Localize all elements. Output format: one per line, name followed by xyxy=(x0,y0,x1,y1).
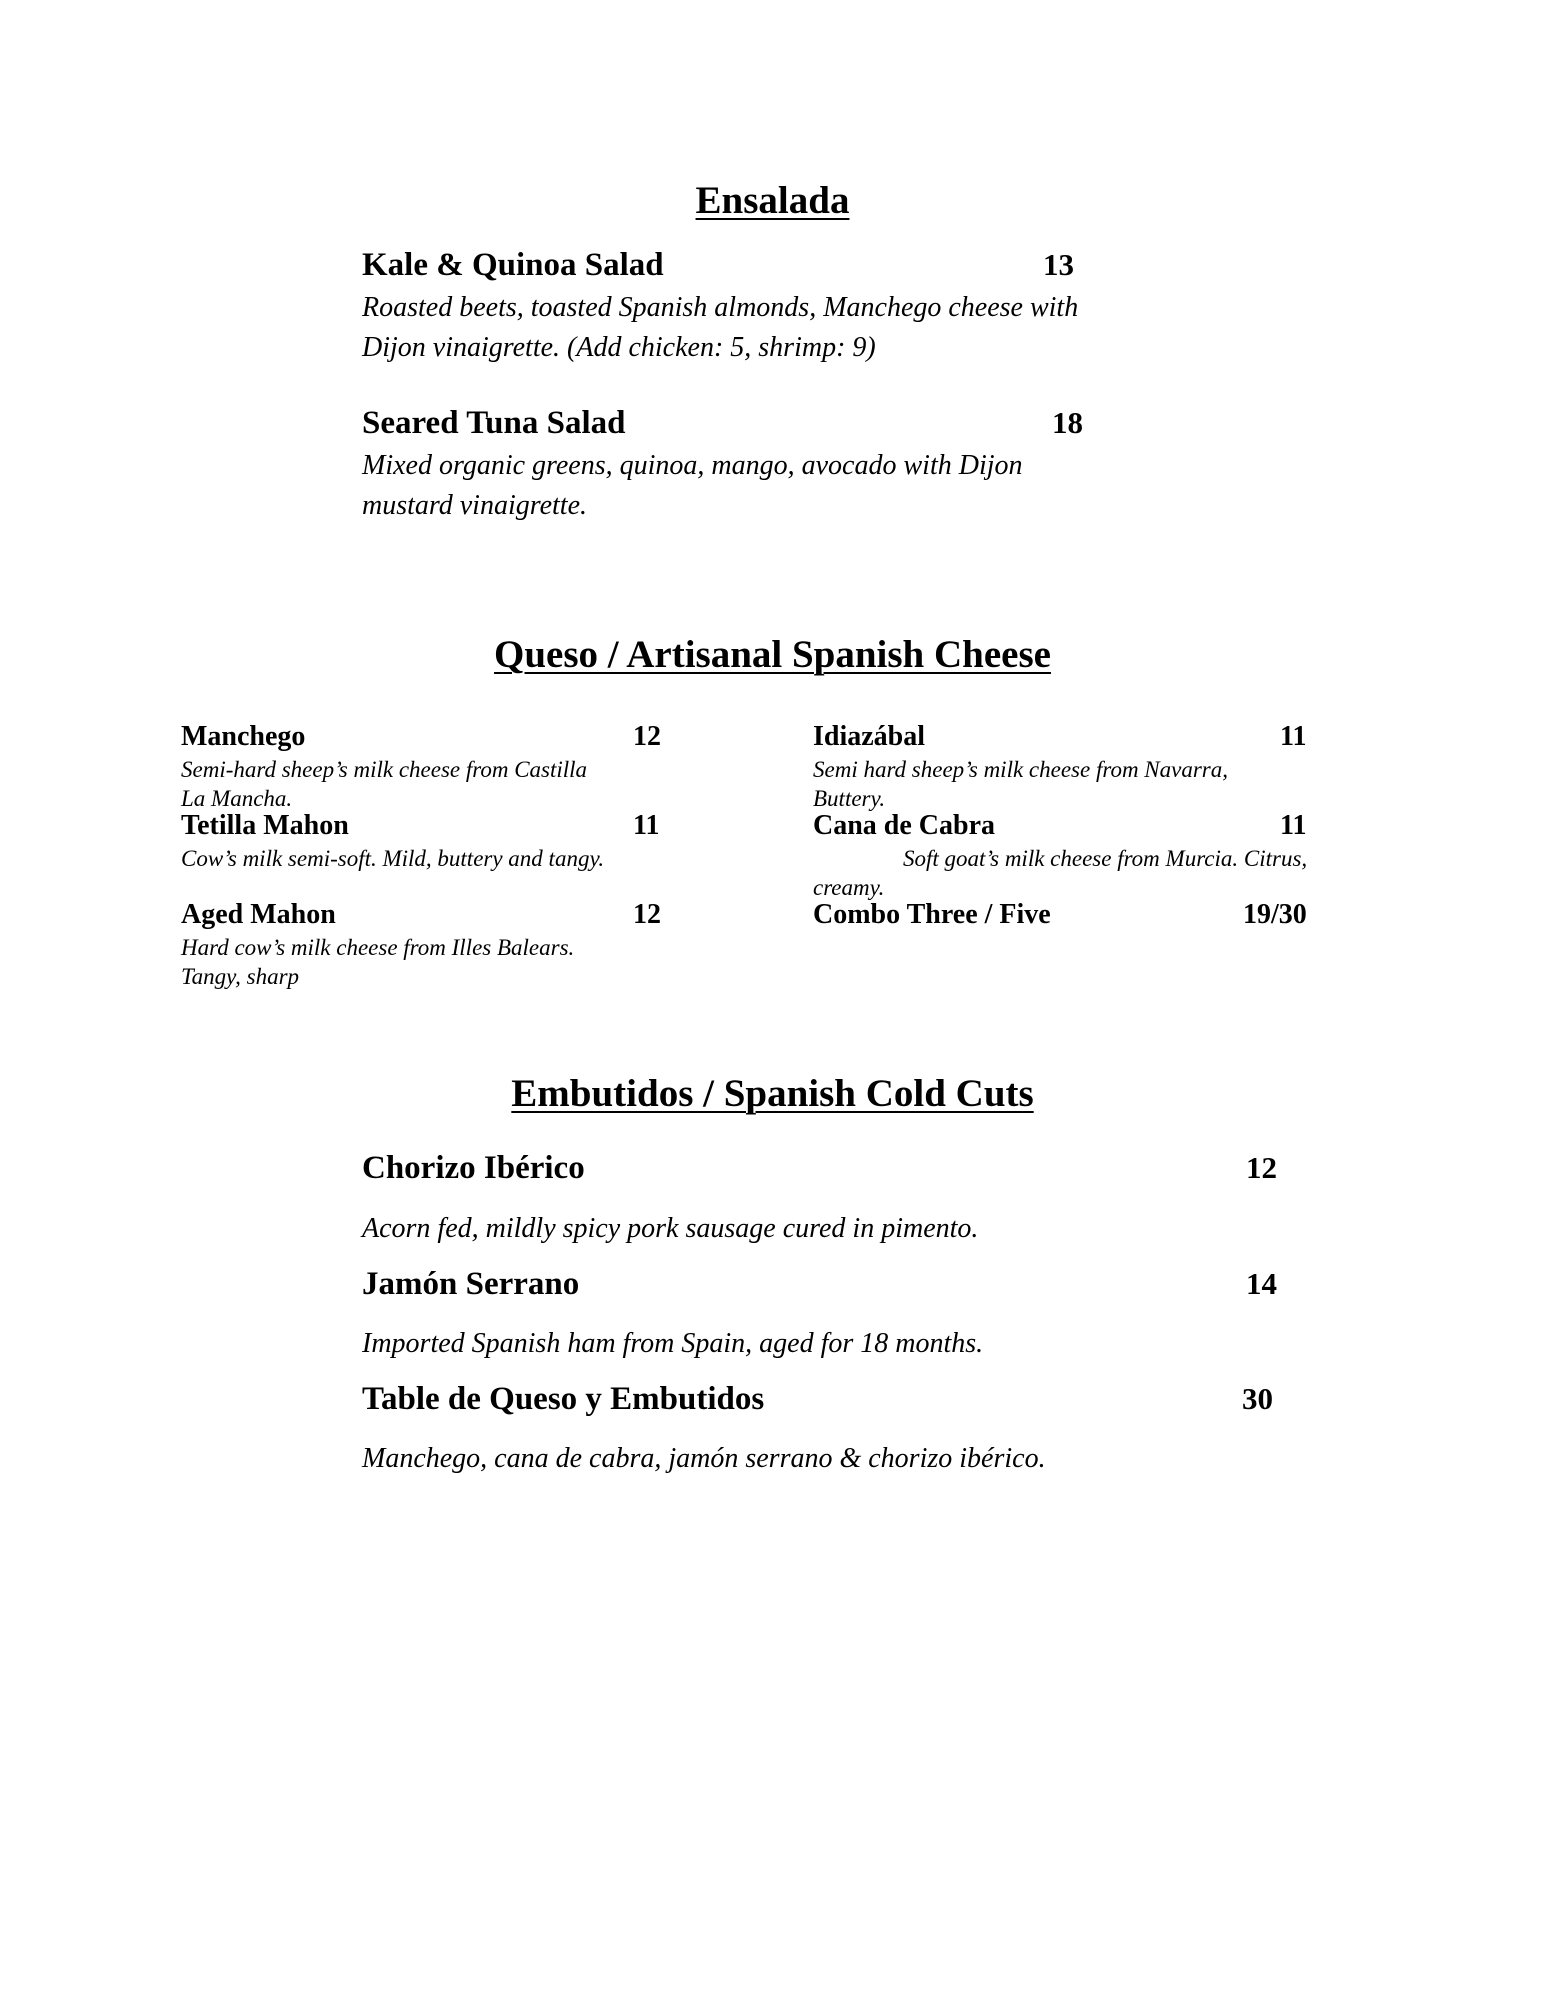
item-description-line: Tangy, sharp xyxy=(181,964,300,989)
item-description-line: mustard vinaigrette. xyxy=(362,490,588,521)
item-name: Aged Mahon xyxy=(181,899,336,930)
item-description-line: Mixed organic greens, quinoa, mango, avocado with Dijon xyxy=(362,450,1023,481)
item-name: Tetilla Mahon xyxy=(181,810,349,841)
item-description-line: La Mancha. xyxy=(181,786,293,811)
item-name: Manchego xyxy=(181,721,306,752)
item-description-line: Buttery. xyxy=(813,786,886,811)
item-price: 13 xyxy=(1043,247,1074,282)
item-price: 11 xyxy=(1280,810,1307,841)
item-price: 11 xyxy=(633,810,660,841)
item-name: Idiazábal xyxy=(813,721,926,752)
item-description-line: creamy. xyxy=(813,875,885,900)
item-price: 30 xyxy=(1242,1381,1273,1416)
item-description: Acorn fed, mildly spicy pork sausage cured in pimento. xyxy=(362,1213,979,1244)
item-name: Table de Queso y Embutidos xyxy=(362,1381,765,1417)
item-price: 19/30 xyxy=(1243,899,1307,930)
item-price: 14 xyxy=(1246,1266,1277,1301)
item-price: 11 xyxy=(1280,721,1307,752)
item-description: Imported Spanish ham from Spain, aged for 18 months. xyxy=(362,1328,984,1359)
section-title-ensalada: Ensalada xyxy=(695,179,850,222)
item-description-line: Soft goat’s milk cheese from Murcia. Citrus, xyxy=(903,846,1308,871)
item-name: Cana de Cabra xyxy=(813,810,996,841)
item-price: 12 xyxy=(633,899,661,930)
item-description-line: Roasted beets, toasted Spanish almonds, Manchego cheese with xyxy=(362,292,1079,323)
section-title-queso: Queso / Artisanal Spanish Cheese xyxy=(494,633,1051,676)
item-name: Jamón Serrano xyxy=(362,1266,580,1302)
item-description-line: Dijon vinaigrette. (Add chicken: 5, shrimp: 9) xyxy=(362,332,876,363)
section-title-embutidos: Embutidos / Spanish Cold Cuts xyxy=(511,1072,1034,1115)
item-description-line: Cow’s milk semi-soft. Mild, buttery and tangy. xyxy=(181,846,605,871)
item-description-line: Semi hard sheep’s milk cheese from Navarra, xyxy=(813,757,1228,782)
item-name: Seared Tuna Salad xyxy=(362,405,626,441)
item-description-line: Hard cow’s milk cheese from Illes Balears. xyxy=(181,935,575,960)
item-description-line: Semi-hard sheep’s milk cheese from Castilla xyxy=(181,757,588,782)
item-name: Combo Three / Five xyxy=(813,899,1051,930)
item-price: 18 xyxy=(1052,405,1083,440)
item-price: 12 xyxy=(1246,1150,1277,1185)
item-name: Chorizo Ibérico xyxy=(362,1150,585,1186)
item-price: 12 xyxy=(633,721,661,752)
item-name: Kale & Quinoa Salad xyxy=(362,247,664,283)
item-description: Manchego, cana de cabra, jamón serrano & chorizo ibérico. xyxy=(362,1443,1046,1474)
